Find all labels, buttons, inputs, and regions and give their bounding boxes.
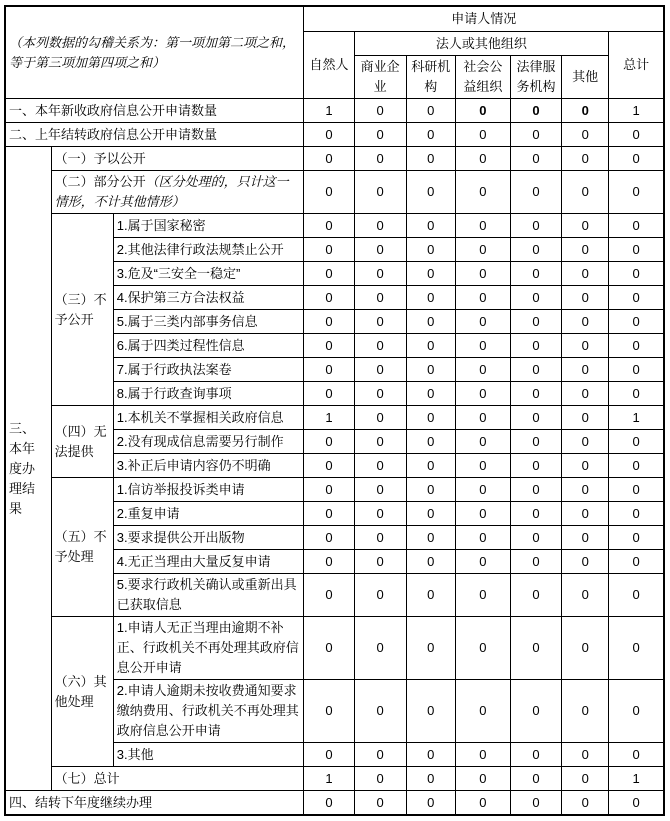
value-cell: 0 xyxy=(510,767,561,791)
value-cell: 0 xyxy=(304,286,354,310)
value-cell: 1 xyxy=(304,99,354,123)
value-cell: 0 xyxy=(562,550,609,574)
col-header-other-org: 其他 xyxy=(562,56,609,99)
value-cell: 0 xyxy=(562,502,609,526)
value-cell: 0 xyxy=(304,550,354,574)
subsection-label-unable-to-provide: （四）无法提供 xyxy=(51,406,113,478)
table-body xyxy=(5,99,664,816)
row-label: 8.属于行政查询事项 xyxy=(113,382,304,406)
value-cell: 0 xyxy=(562,238,609,262)
value-cell: 0 xyxy=(562,171,609,214)
col-header-commercial-enterprise: 商业企业 xyxy=(354,56,406,99)
value-cell: 0 xyxy=(562,262,609,286)
value-cell: 0 xyxy=(609,238,664,262)
col-header-total: 总计 xyxy=(609,32,664,99)
value-cell: 0 xyxy=(510,334,561,358)
row-label: 4.无正当理由大量反复申请 xyxy=(113,550,304,574)
value-cell: 0 xyxy=(354,617,406,680)
row-label-new-applications: 一、本年新收政府信息公开申请数量 xyxy=(5,99,304,123)
value-cell: 0 xyxy=(510,550,561,574)
value-cell: 0 xyxy=(406,382,455,406)
value-cell: 0 xyxy=(406,526,455,550)
value-cell: 0 xyxy=(406,262,455,286)
value-cell: 0 xyxy=(406,334,455,358)
table-row xyxy=(5,406,664,430)
value-cell: 0 xyxy=(354,286,406,310)
value-cell: 0 xyxy=(609,171,664,214)
value-cell: 0 xyxy=(455,286,510,310)
value-cell: 0 xyxy=(354,358,406,382)
value-cell: 0 xyxy=(304,358,354,382)
row-label: 3.补正后申请内容仍不明确 xyxy=(113,454,304,478)
value-cell: 0 xyxy=(354,550,406,574)
value-cell: 0 xyxy=(406,574,455,617)
value-cell: 0 xyxy=(562,430,609,454)
value-cell: 0 xyxy=(455,99,510,123)
col-header-research-institution: 科研机构 xyxy=(406,56,455,99)
value-cell: 0 xyxy=(406,238,455,262)
row-label: 5.属于三类内部事务信息 xyxy=(113,310,304,334)
section-label-annual-results: 三、本年度办理结果 xyxy=(5,147,51,791)
value-cell: 1 xyxy=(609,767,664,791)
row-label: 7.属于行政执法案卷 xyxy=(113,358,304,382)
value-cell: 0 xyxy=(406,99,455,123)
value-cell: 0 xyxy=(406,791,455,816)
value-cell: 0 xyxy=(406,502,455,526)
value-cell: 0 xyxy=(609,617,664,680)
row-label: 2.没有现成信息需要另行制作 xyxy=(113,430,304,454)
value-cell: 0 xyxy=(304,680,354,743)
value-cell: 0 xyxy=(304,238,354,262)
value-cell: 0 xyxy=(609,310,664,334)
value-cell: 0 xyxy=(354,478,406,502)
value-cell: 0 xyxy=(354,171,406,214)
value-cell: 1 xyxy=(304,406,354,430)
value-cell: 0 xyxy=(354,406,406,430)
value-cell: 0 xyxy=(455,478,510,502)
row-label-carried-over-applications: 二、上年结转政府信息公开申请数量 xyxy=(5,123,304,147)
table-row xyxy=(5,123,664,147)
value-cell: 0 xyxy=(406,123,455,147)
value-cell: 0 xyxy=(304,334,354,358)
value-cell: 0 xyxy=(510,99,561,123)
value-cell: 0 xyxy=(354,502,406,526)
value-cell: 0 xyxy=(406,767,455,791)
value-cell: 0 xyxy=(562,406,609,430)
subsection-label-other-handling: （六）其他处理 xyxy=(51,617,113,767)
row-label: 3.其他 xyxy=(113,743,304,767)
corner-note: （本列数据的勾稽关系为：第一项加第二项之和，等于第三项加第四项之和） xyxy=(5,6,304,99)
value-cell: 0 xyxy=(562,147,609,171)
value-cell: 0 xyxy=(455,171,510,214)
subsection-label-not-processed: （五）不予处理 xyxy=(51,478,113,617)
value-cell: 0 xyxy=(304,454,354,478)
value-cell: 0 xyxy=(609,123,664,147)
value-cell: 0 xyxy=(455,358,510,382)
value-cell: 0 xyxy=(562,791,609,816)
value-cell: 0 xyxy=(455,767,510,791)
value-cell: 0 xyxy=(354,214,406,238)
value-cell: 0 xyxy=(354,454,406,478)
table-row xyxy=(5,214,664,238)
value-cell: 0 xyxy=(510,617,561,680)
value-cell: 0 xyxy=(406,406,455,430)
value-cell: 0 xyxy=(455,430,510,454)
value-cell: 0 xyxy=(562,214,609,238)
value-cell: 0 xyxy=(609,743,664,767)
value-cell: 0 xyxy=(354,767,406,791)
value-cell: 0 xyxy=(406,430,455,454)
value-cell: 0 xyxy=(304,526,354,550)
value-cell: 0 xyxy=(406,743,455,767)
value-cell: 0 xyxy=(562,680,609,743)
value-cell: 0 xyxy=(510,743,561,767)
value-cell: 0 xyxy=(510,171,561,214)
row-label: 1.属于国家秘密 xyxy=(113,214,304,238)
value-cell: 0 xyxy=(455,743,510,767)
value-cell: 0 xyxy=(304,171,354,214)
value-cell: 0 xyxy=(609,478,664,502)
value-cell: 0 xyxy=(304,382,354,406)
row-label: 1.申请人无正当理由逾期不补正、行政机关不再处理其政府信息公开申请 xyxy=(113,617,304,680)
value-cell: 0 xyxy=(455,147,510,171)
value-cell: 0 xyxy=(354,123,406,147)
value-cell: 0 xyxy=(455,334,510,358)
value-cell: 0 xyxy=(354,526,406,550)
value-cell: 0 xyxy=(609,286,664,310)
value-cell: 0 xyxy=(354,99,406,123)
row-label: 1.信访举报投诉类申请 xyxy=(113,478,304,502)
value-cell: 0 xyxy=(304,147,354,171)
value-cell: 0 xyxy=(406,478,455,502)
value-cell: 0 xyxy=(455,617,510,680)
value-cell: 0 xyxy=(455,262,510,286)
value-cell: 0 xyxy=(562,526,609,550)
value-cell: 0 xyxy=(609,454,664,478)
value-cell: 0 xyxy=(562,574,609,617)
value-cell: 0 xyxy=(510,358,561,382)
value-cell: 0 xyxy=(354,743,406,767)
value-cell: 0 xyxy=(304,430,354,454)
value-cell: 0 xyxy=(354,238,406,262)
value-cell: 0 xyxy=(510,214,561,238)
row-label: 2.重复申请 xyxy=(113,502,304,526)
row-label-partial-disclosure: （二）部分公开（区分处理的，只计这一情形，不计其他情形） xyxy=(51,171,304,214)
value-cell: 0 xyxy=(304,123,354,147)
value-cell: 0 xyxy=(510,430,561,454)
col-header-legal-service-org: 法律服务机构 xyxy=(510,56,561,99)
value-cell: 0 xyxy=(354,382,406,406)
value-cell: 0 xyxy=(406,147,455,171)
row-label-subtotal: （七）总计 xyxy=(51,767,304,791)
value-cell: 0 xyxy=(609,791,664,816)
value-cell: 0 xyxy=(455,238,510,262)
value-cell: 0 xyxy=(354,574,406,617)
value-cell: 1 xyxy=(609,406,664,430)
table-row xyxy=(5,147,664,171)
value-cell: 0 xyxy=(609,526,664,550)
value-cell: 0 xyxy=(406,454,455,478)
value-cell: 0 xyxy=(562,99,609,123)
value-cell: 0 xyxy=(510,286,561,310)
value-cell: 0 xyxy=(455,574,510,617)
value-cell: 0 xyxy=(510,238,561,262)
row-label: 2.其他法律行政法规禁止公开 xyxy=(113,238,304,262)
value-cell: 0 xyxy=(354,430,406,454)
value-cell: 0 xyxy=(609,574,664,617)
table-row xyxy=(5,767,664,791)
value-cell: 0 xyxy=(510,454,561,478)
value-cell: 0 xyxy=(609,214,664,238)
value-cell: 0 xyxy=(609,358,664,382)
value-cell: 0 xyxy=(609,334,664,358)
col-header-public-welfare-org: 社会公益组织 xyxy=(455,56,510,99)
value-cell: 0 xyxy=(304,574,354,617)
value-cell: 0 xyxy=(510,791,561,816)
row-label-carry-to-next-year: 四、结转下年度继续办理 xyxy=(5,791,304,816)
value-cell: 0 xyxy=(354,147,406,171)
row-label: 1.本机关不掌握相关政府信息 xyxy=(113,406,304,430)
value-cell: 0 xyxy=(562,743,609,767)
value-cell: 0 xyxy=(304,617,354,680)
value-cell: 0 xyxy=(406,310,455,334)
value-cell: 0 xyxy=(455,526,510,550)
value-cell: 0 xyxy=(406,617,455,680)
value-cell: 0 xyxy=(455,214,510,238)
row-label: 3.危及“三安全一稳定” xyxy=(113,262,304,286)
value-cell: 0 xyxy=(609,382,664,406)
value-cell: 0 xyxy=(562,358,609,382)
value-cell: 0 xyxy=(609,262,664,286)
value-cell: 0 xyxy=(510,406,561,430)
value-cell: 0 xyxy=(455,680,510,743)
value-cell: 0 xyxy=(455,550,510,574)
value-cell: 0 xyxy=(455,454,510,478)
value-cell: 0 xyxy=(455,123,510,147)
row-label: 6.属于四类过程性信息 xyxy=(113,334,304,358)
value-cell: 0 xyxy=(609,147,664,171)
value-cell: 0 xyxy=(406,550,455,574)
value-cell: 0 xyxy=(354,334,406,358)
value-cell: 0 xyxy=(510,262,561,286)
value-cell: 0 xyxy=(406,214,455,238)
value-cell: 0 xyxy=(354,791,406,816)
value-cell: 0 xyxy=(510,478,561,502)
applications-statistics-table xyxy=(4,5,665,816)
row-label: 5.要求行政机关确认或重新出具已获取信息 xyxy=(113,574,304,617)
col-header-natural-person: 自然人 xyxy=(304,32,354,99)
value-cell: 0 xyxy=(609,680,664,743)
value-cell: 1 xyxy=(304,767,354,791)
value-cell: 0 xyxy=(562,123,609,147)
value-cell: 0 xyxy=(304,262,354,286)
value-cell: 0 xyxy=(406,171,455,214)
value-cell: 1 xyxy=(609,99,664,123)
value-cell: 0 xyxy=(304,743,354,767)
value-cell: 0 xyxy=(354,262,406,286)
table-row xyxy=(5,99,664,123)
value-cell: 0 xyxy=(304,214,354,238)
value-cell: 0 xyxy=(354,680,406,743)
value-cell: 0 xyxy=(562,617,609,680)
value-cell: 0 xyxy=(510,382,561,406)
row-label: 3.要求提供公开出版物 xyxy=(113,526,304,550)
value-cell: 0 xyxy=(304,478,354,502)
row-label-granted-disclosure: （一）予以公开 xyxy=(51,147,304,171)
value-cell: 0 xyxy=(354,310,406,334)
value-cell: 0 xyxy=(510,147,561,171)
header-applicant-status: 申请人情况 xyxy=(304,6,664,32)
value-cell: 0 xyxy=(510,680,561,743)
row-label: 4.保护第三方合法权益 xyxy=(113,286,304,310)
value-cell: 0 xyxy=(455,382,510,406)
table-row xyxy=(5,171,664,214)
header-row-1 xyxy=(5,6,664,32)
value-cell: 0 xyxy=(304,502,354,526)
value-cell: 0 xyxy=(510,502,561,526)
value-cell: 0 xyxy=(510,310,561,334)
value-cell: 0 xyxy=(304,310,354,334)
value-cell: 0 xyxy=(562,286,609,310)
value-cell: 0 xyxy=(510,123,561,147)
value-cell: 0 xyxy=(562,767,609,791)
table-row xyxy=(5,617,664,680)
value-cell: 0 xyxy=(609,502,664,526)
subsection-label-refused-disclosure: （三）不予公开 xyxy=(51,214,113,406)
value-cell: 0 xyxy=(562,478,609,502)
value-cell: 0 xyxy=(406,358,455,382)
value-cell: 0 xyxy=(562,310,609,334)
table-row xyxy=(5,478,664,502)
value-cell: 0 xyxy=(562,454,609,478)
value-cell: 0 xyxy=(510,526,561,550)
value-cell: 0 xyxy=(455,502,510,526)
table-row xyxy=(5,791,664,816)
value-cell: 0 xyxy=(562,382,609,406)
value-cell: 0 xyxy=(406,286,455,310)
row-label-note: （区分处理的，只计这一情形，不计其他情形） xyxy=(54,174,289,209)
value-cell: 0 xyxy=(455,406,510,430)
row-label: 2.申请人逾期未按收费通知要求缴纳费用、行政机关不再处理其政府信息公开申请 xyxy=(113,680,304,743)
value-cell: 0 xyxy=(455,310,510,334)
value-cell: 0 xyxy=(406,680,455,743)
value-cell: 0 xyxy=(455,791,510,816)
header-legal-org-group: 法人或其他组织 xyxy=(354,32,609,56)
value-cell: 0 xyxy=(609,430,664,454)
value-cell: 0 xyxy=(609,550,664,574)
value-cell: 0 xyxy=(510,574,561,617)
value-cell: 0 xyxy=(304,791,354,816)
value-cell: 0 xyxy=(562,334,609,358)
